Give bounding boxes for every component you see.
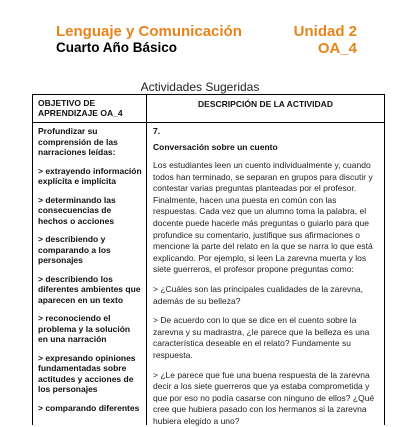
objective-item: > determinando las consecuencias de hechos o acciones xyxy=(38,195,142,227)
description-cell xyxy=(147,123,385,425)
header-left xyxy=(56,23,242,56)
activity-question: > ¿Cuáles son las principales cualidades de la zarevna, además de su belleza? xyxy=(153,284,379,307)
objective-column-header: OBJETIVO DE APRENDIZAJE OA_4 xyxy=(33,95,147,123)
grade-label: Cuarto Año Básico xyxy=(56,40,242,56)
subject-title: Lenguaje y Comunicación xyxy=(56,23,242,40)
activity-number: 7. xyxy=(153,126,379,136)
page-title: Actividades Sugeridas xyxy=(0,80,400,94)
objective-item: > reconociendo el problema y la solución en una narración xyxy=(38,313,142,345)
activity-question: > ¿Le parece que fue una buena respuesta de la zarevna decir a los siete guerreros que ya estaba comprometida y que por eso no podía casarse con ninguno de ellos? ¿Qué cree que hubiera pasado con los hermanos si la zarevna hubiera elegido a uno? xyxy=(153,370,379,427)
objectives-cell xyxy=(33,123,147,425)
objective-item: > describiendo los diferentes ambientes que aparecen en un texto xyxy=(38,274,142,306)
oa-label: OA_4 xyxy=(294,40,357,57)
objective-item: > expresando opiniones fundamentadas sobre actitudes y acciones de los personajes xyxy=(38,353,142,395)
activity-question: > De acuerdo con lo que se dice en el cuento sobre la zarevna y su madrastra, ¿le parece que la belleza es una característica deseable en el relato? Fundamente su respuesta. xyxy=(153,315,379,361)
objective-item: > comparando diferentes xyxy=(38,403,142,414)
objective-item: Profundizar su comprensión de las narraciones leídas: xyxy=(38,126,142,158)
header-right xyxy=(294,23,357,57)
description-column-header: DESCRIPCIÓN DE LA ACTIVIDAD xyxy=(147,95,385,123)
activities-table xyxy=(32,94,385,425)
objective-item: > describiendo y comparando a los personajes xyxy=(38,234,142,266)
activity-paragraph: Los estudiantes leen un cuento individualmente y, cuando todos han terminado, se separan en grupos para discutir y contestar varias preguntas planteadas por el profesor. Finalmente, hacen una puesta en común con las respuestas. Cada vez que un alumno toma la palabra, el docente puede hacerle más preguntas o guiarlo para que profundice su comentario, justifique sus afirmaciones o mencione la parte del relato en la que se narra lo que está explicando. Por ejemplo, si leen La zarevna muerta y los siete guerreros, el profesor propone preguntas como: xyxy=(153,160,379,276)
unit-label: Unidad 2 xyxy=(294,23,357,40)
objective-item: > extrayendo información explícita e implícita xyxy=(38,166,142,187)
activity-title: Conversación sobre un cuento xyxy=(153,142,379,152)
